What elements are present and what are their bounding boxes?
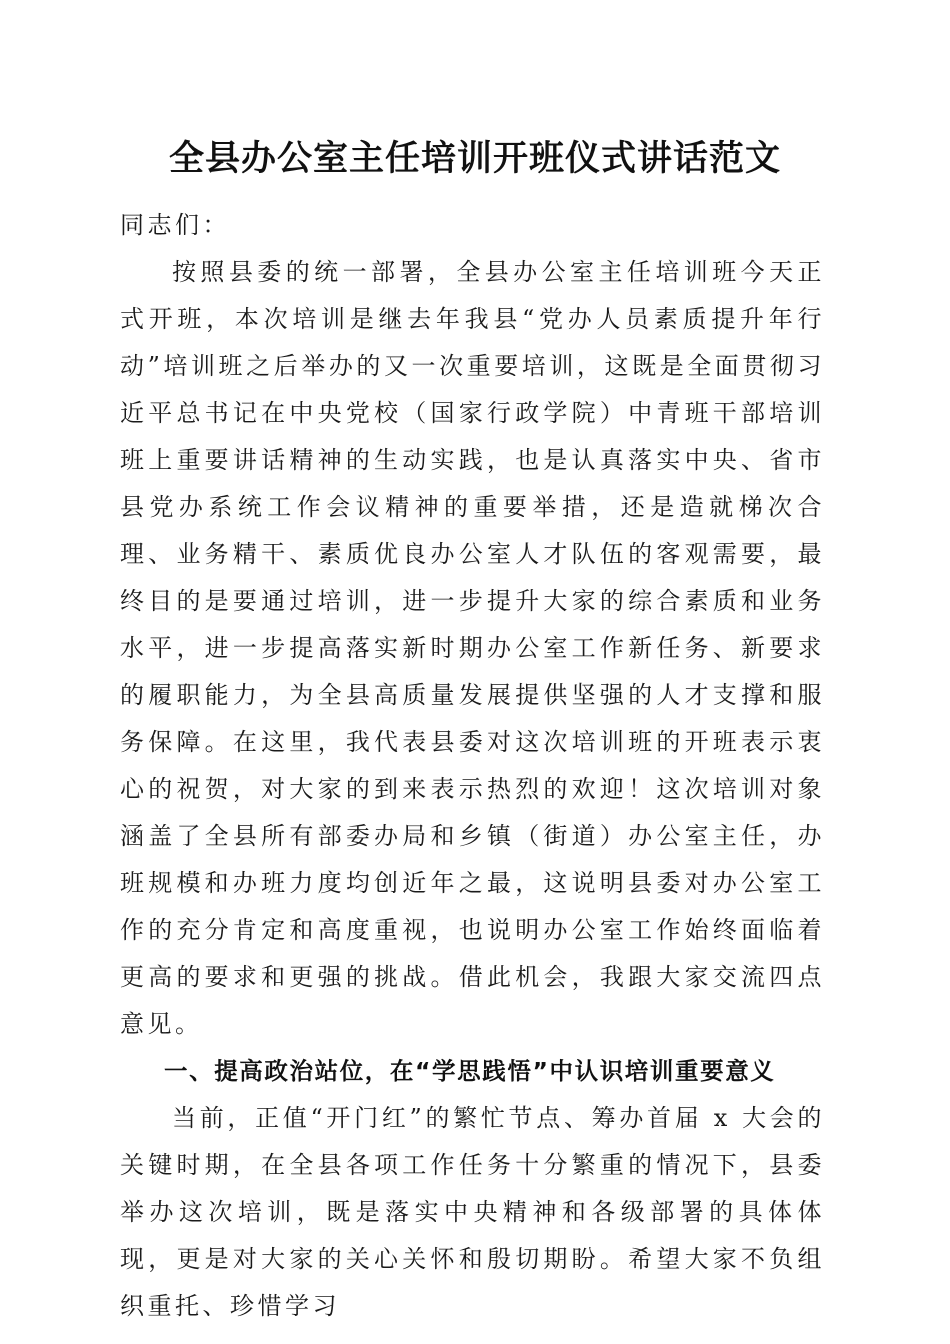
salutation: 同志们： xyxy=(120,211,230,239)
document-body xyxy=(120,202,825,1330)
section-heading: 一、提高政治站位，在“学思践悟”中认识培训重要意义 xyxy=(164,1057,776,1085)
paragraph: 当前，正值“开门红”的繁忙节点、筹办首届 x 大会的关键时期，在全县各项工作任务十分繁重的情况下，县委举办这次培训，既是落实中央精神和各级部署的具体体现，更是对大家的关心关怀和殷切期盼。希望大家不负组织重托、珍惜学习 xyxy=(120,1104,825,1320)
paragraph: 按照县委的统一部署，全县办公室主任培训班今天正式开班，本次培训是继去年我县“党办人员素质提升年行动”培训班之后举办的又一次重要培训，这既是全面贯彻习近平总书记在中央党校（国家行政学院）中青班干部培训班上重要讲话精神的生动实践，也是认真落实中央、省市县党办系统工作会议精神的重要举措，还是造就梯次合理、业务精干、素质优良办公室人才队伍的客观需要，最终目的是要通过培训，进一步提升大家的综合素质和业务水平，进一步提高落实新时期办公室工作新任务、新要求的履职能力，为全县高质量发展提供坚强的人才支撑和服务保障。在这里，我代表县委对这次培训班的开班表示衷心的祝贺，对大家的到来表示热烈的欢迎！这次培训对象涵盖了全县所有部委办局和乡镇（街道）办公室主任，办班规模和办班力度均创近年之最，这说明县委对办公室工作的充分肯定和高度重视，也说明办公室工作始终面临着更高的要求和更强的挑战。借此机会，我跟大家交流四点意见。 xyxy=(120,258,825,1038)
document-title: 全县办公室主任培训开班仪式讲话范文 xyxy=(168,138,781,179)
